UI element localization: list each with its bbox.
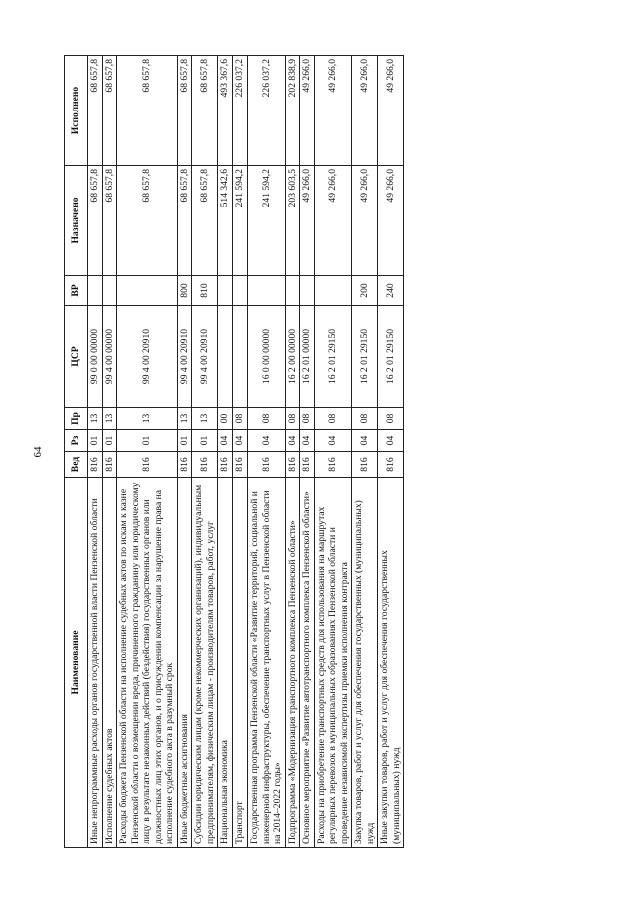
cell-ved: 816: [285, 452, 300, 478]
header-executed: Исполнено: [65, 56, 88, 166]
cell-pr: 08: [285, 408, 300, 430]
cell-assigned: 68 657,8: [102, 166, 117, 276]
cell-ved: 816: [102, 452, 117, 478]
cell-vr: [300, 276, 315, 306]
cell-executed: 68 657,8: [192, 56, 218, 166]
cell-vr: [233, 276, 248, 306]
cell-assigned: 49 266,0: [314, 166, 352, 276]
table-row: [177, 56, 192, 848]
cell-name: Иные закупки товаров, работ и услуг для обеспечения государственных (муниципальных) нужд: [378, 478, 404, 848]
cell-csr: 16 2 01 29150: [314, 306, 352, 408]
cell-csr: 16 2 01 00000: [300, 306, 315, 408]
cell-pr: 08: [248, 408, 286, 430]
cell-rz: 04: [300, 430, 315, 452]
header-assigned: Назначено: [65, 166, 88, 276]
cell-rz: 01: [102, 430, 117, 452]
cell-ved: 816: [378, 452, 404, 478]
cell-rz: 04: [285, 430, 300, 452]
header-pr: Пр: [65, 408, 88, 430]
table-row: [102, 56, 117, 848]
cell-ved: 816: [88, 452, 103, 478]
cell-rz: 04: [314, 430, 352, 452]
cell-executed: 226 037,2: [248, 56, 286, 166]
header-rz: Рз: [65, 430, 88, 452]
cell-name: Расходы на приобретение транспортных средств для использования на маршрутах регулярных перевозок в муниципальных образованиях Пензенской области и проведение независимой экспертизы приемки исполнения контракта: [314, 478, 352, 848]
cell-pr: 00: [218, 408, 233, 430]
cell-name: Иные непрограммные расходы органов государственной власти Пензенской области: [88, 478, 103, 848]
cell-pr: 08: [314, 408, 352, 430]
cell-vr: 810: [192, 276, 218, 306]
cell-pr: 13: [102, 408, 117, 430]
table-row: [378, 56, 404, 848]
cell-rz: 01: [177, 430, 192, 452]
header-name: Наименование: [65, 478, 88, 848]
table-row: [248, 56, 286, 848]
cell-executed: 226 037,2: [233, 56, 248, 166]
cell-assigned: 68 657,8: [177, 166, 192, 276]
table-row: [88, 56, 103, 848]
cell-csr: 16 2 01 29150: [378, 306, 404, 408]
cell-name: Закупка товаров, работ и услуг для обеспечения государственных (муниципальных) нужд: [352, 478, 378, 848]
cell-vr: 240: [378, 276, 404, 306]
cell-ved: 816: [233, 452, 248, 478]
cell-assigned: 49 266,0: [378, 166, 404, 276]
table-row: [285, 56, 300, 848]
cell-csr: 99 4 00 20910: [192, 306, 218, 408]
cell-executed: 68 657,8: [88, 56, 103, 166]
cell-name: Исполнение судебных актов: [102, 478, 117, 848]
cell-assigned: 241 594,2: [248, 166, 286, 276]
budget-table: [64, 55, 404, 848]
header-vr: ВР: [65, 276, 88, 306]
cell-executed: 493 367,6: [218, 56, 233, 166]
cell-executed: 49 266,0: [314, 56, 352, 166]
table-row: [300, 56, 315, 848]
cell-csr: 16 0 00 00000: [248, 306, 286, 408]
cell-pr: 08: [352, 408, 378, 430]
cell-pr: 13: [192, 408, 218, 430]
cell-vr: [285, 276, 300, 306]
cell-rz: 04: [218, 430, 233, 452]
table-row: [314, 56, 352, 848]
cell-ved: 816: [218, 452, 233, 478]
cell-assigned: 68 657,8: [192, 166, 218, 276]
cell-pr: 13: [177, 408, 192, 430]
cell-vr: 200: [352, 276, 378, 306]
cell-csr: [233, 306, 248, 408]
table-header-row: [65, 56, 88, 848]
page-number: 64: [32, 446, 44, 458]
cell-vr: [248, 276, 286, 306]
table-row: [233, 56, 248, 848]
cell-rz: 01: [117, 430, 178, 452]
cell-csr: [218, 306, 233, 408]
rotated-table-region: [64, 56, 576, 848]
header-ved: Вед: [65, 452, 88, 478]
cell-executed: 68 657,8: [102, 56, 117, 166]
cell-pr: 13: [117, 408, 178, 430]
cell-ved: 816: [248, 452, 286, 478]
cell-rz: 01: [192, 430, 218, 452]
cell-pr: 08: [233, 408, 248, 430]
cell-pr: 13: [88, 408, 103, 430]
cell-name: Подпрограмма «Модернизация транспортного комплекса Пензенской области»: [285, 478, 300, 848]
cell-assigned: 68 657,8: [117, 166, 178, 276]
cell-assigned: 514 342,6: [218, 166, 233, 276]
cell-assigned: 49 266,0: [352, 166, 378, 276]
cell-assigned: 49 266,0: [300, 166, 315, 276]
cell-ved: 816: [192, 452, 218, 478]
header-csr: ЦСР: [65, 306, 88, 408]
cell-executed: 68 657,8: [117, 56, 178, 166]
cell-rz: 04: [378, 430, 404, 452]
table-body: [88, 56, 404, 848]
cell-executed: 49 266,0: [378, 56, 404, 166]
table-row: [117, 56, 178, 848]
cell-csr: 16 2 01 29150: [352, 306, 378, 408]
cell-ved: 816: [314, 452, 352, 478]
cell-rz: 01: [88, 430, 103, 452]
cell-name: Транспорт: [233, 478, 248, 848]
cell-rz: 04: [233, 430, 248, 452]
cell-vr: [117, 276, 178, 306]
cell-executed: 68 657,8: [177, 56, 192, 166]
cell-name: Национальная экономика: [218, 478, 233, 848]
cell-rz: 04: [248, 430, 286, 452]
table-row: [192, 56, 218, 848]
cell-pr: 08: [300, 408, 315, 430]
cell-csr: 99 4 00 00000: [102, 306, 117, 408]
cell-executed: 202 838,9: [285, 56, 300, 166]
cell-name: Расходы бюджета Пензенской области на исполнение судебных актов по искам к казне Пензенской области о возмещении вреда, причиненного гражданину или юридическому лицу в результате незаконных действий (бездействия) государственных органов или должностных лиц этих органов, и о присуждении компенсации за нарушение права на исполнение судебного акта в разумный срок: [117, 478, 178, 848]
table-row: [352, 56, 378, 848]
cell-name: Государственная программа Пензенской области «Развитие территорий, социальной и инженерной инфраструктуры, обеспечение транспортных услуг в Пензенской области на 2014–2022 годы»: [248, 478, 286, 848]
cell-executed: 49 266,0: [352, 56, 378, 166]
cell-name: Субсидии юридическим лицам (кроме некоммерческих организаций), индивидуальным предпринимателям, физическим лицам - производителям товаров, работ, услуг: [192, 478, 218, 848]
cell-ved: 816: [177, 452, 192, 478]
cell-vr: [314, 276, 352, 306]
cell-assigned: 203 603,5: [285, 166, 300, 276]
cell-csr: 99 4 00 20910: [117, 306, 178, 408]
cell-name: Иные бюджетные ассигнования: [177, 478, 192, 848]
cell-csr: 99 4 00 20910: [177, 306, 192, 408]
cell-assigned: 241 594,2: [233, 166, 248, 276]
cell-pr: 08: [378, 408, 404, 430]
cell-rz: 04: [352, 430, 378, 452]
cell-vr: 800: [177, 276, 192, 306]
cell-assigned: 68 657,8: [88, 166, 103, 276]
cell-ved: 816: [352, 452, 378, 478]
cell-vr: [88, 276, 103, 306]
cell-csr: 16 2 00 00000: [285, 306, 300, 408]
table-row: [218, 56, 233, 848]
cell-name: Основное мероприятие «Развитие автотранспортного комплекса Пензенской области»: [300, 478, 315, 848]
cell-csr: 99 0 00 00000: [88, 306, 103, 408]
cell-ved: 816: [117, 452, 178, 478]
cell-ved: 816: [300, 452, 315, 478]
cell-vr: [218, 276, 233, 306]
cell-executed: 49 266,0: [300, 56, 315, 166]
cell-vr: [102, 276, 117, 306]
